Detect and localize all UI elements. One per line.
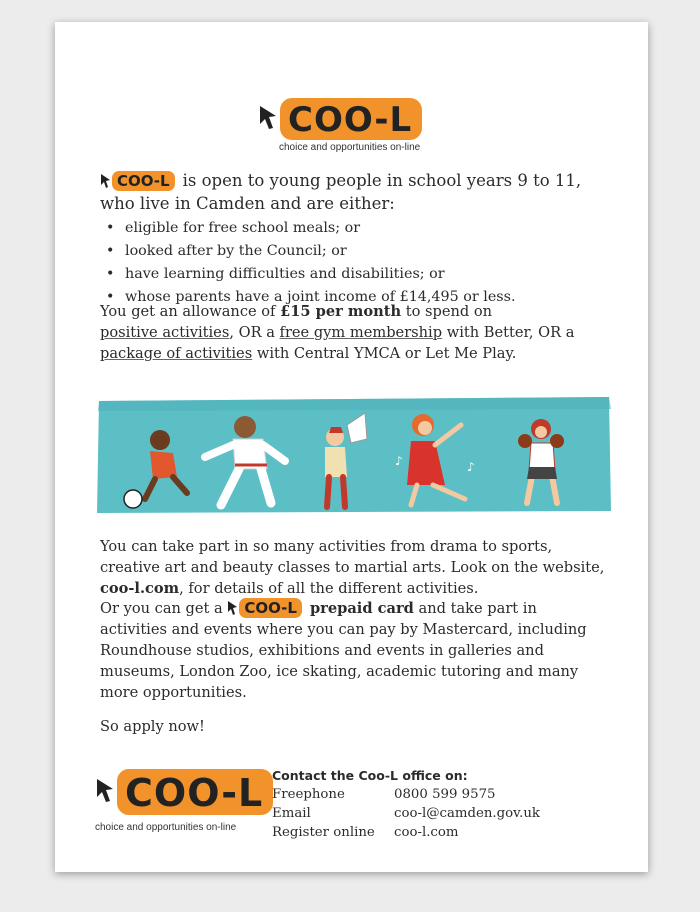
text: , OR a [229,324,280,341]
register-link[interactable]: coo-l.com [394,825,459,840]
eligibility-list [100,217,516,309]
prepaid-card-label: prepaid card [309,600,414,617]
positive-activities-link[interactable]: positive activities [100,324,230,341]
logo-wordmark: COO-L [280,98,422,140]
email-link[interactable]: coo-l@camden.gov.uk [394,806,540,821]
intro-paragraph [100,169,608,215]
contact-heading: Contact the Coo-L office on: [272,768,468,783]
text: Or you can get a [100,600,228,617]
text: , for details of all the different activities. [179,580,479,597]
list-item: • looked after by the Council; or [100,240,516,263]
activities-paragraph [100,536,608,599]
call-to-action: So apply now! [100,718,205,735]
coo-l-logo-top [258,98,422,140]
svg-text:♪: ♪ [395,454,403,468]
logo-tagline: choice and opportunities on-line [95,822,237,833]
website-link[interactable]: coo-l.com [100,580,180,597]
coo-l-inline-logo [100,171,175,191]
list-item: • have learning difficulties and disabilities; or [100,263,516,286]
text: to spend on [401,303,493,320]
table-row [272,823,540,842]
activities-illustration-banner [95,395,613,515]
table-row [272,785,540,804]
inline-logo-wordmark: COO-L [112,171,175,191]
cursor-arrow-icon [95,775,117,809]
cursor-arrow-icon [100,173,112,189]
text: You can take part in so many activities from drama to sports, creative art and beauty classes to martial arts. Look on the website, [100,538,605,576]
svg-text:♪: ♪ [467,460,475,474]
package-activities-link[interactable]: package of activities [100,345,253,362]
list-item: • whose parents have a joint income of £14,495 or less. [100,286,516,309]
allowance-amount: £15 per month [280,303,402,320]
contact-table [272,785,540,842]
freephone-number[interactable]: 0800 599 9575 [394,787,496,802]
text: with Central YMCA or Let Me Play. [252,345,517,362]
flyer-page [55,22,648,872]
allowance-paragraph [100,301,608,364]
text: You get an allowance of [100,303,281,320]
coo-l-logo-bottom [95,769,273,815]
logo-wordmark: COO-L [117,769,273,815]
logo-tagline: choice and opportunities on-line [279,142,421,153]
text: and take part in activities and events where you can pay by Mastercard, including Roundhouse studios, exhibitions and events in galleries and museums, London Zoo, ice skating, academic tutoring and many more opportunities. [100,600,587,701]
inline-logo-wordmark: COO-L [239,598,302,618]
contact-label: Register online [272,825,375,840]
text: with Better, OR a [442,324,575,341]
contact-label: Email [272,806,311,821]
list-item: • eligible for free school meals; or [100,217,516,240]
intro-text: is open to young people in school years 9 to 11, who live in Camden and are either: [100,171,582,213]
coo-l-inline-logo [227,598,302,618]
table-row [272,804,540,823]
cursor-arrow-icon [258,102,280,136]
contact-label: Freephone [272,787,345,802]
cursor-arrow-icon [227,600,239,616]
contact-block [272,766,540,842]
gym-membership-link[interactable]: free gym membership [279,324,443,341]
prepaid-card-paragraph [100,598,608,703]
